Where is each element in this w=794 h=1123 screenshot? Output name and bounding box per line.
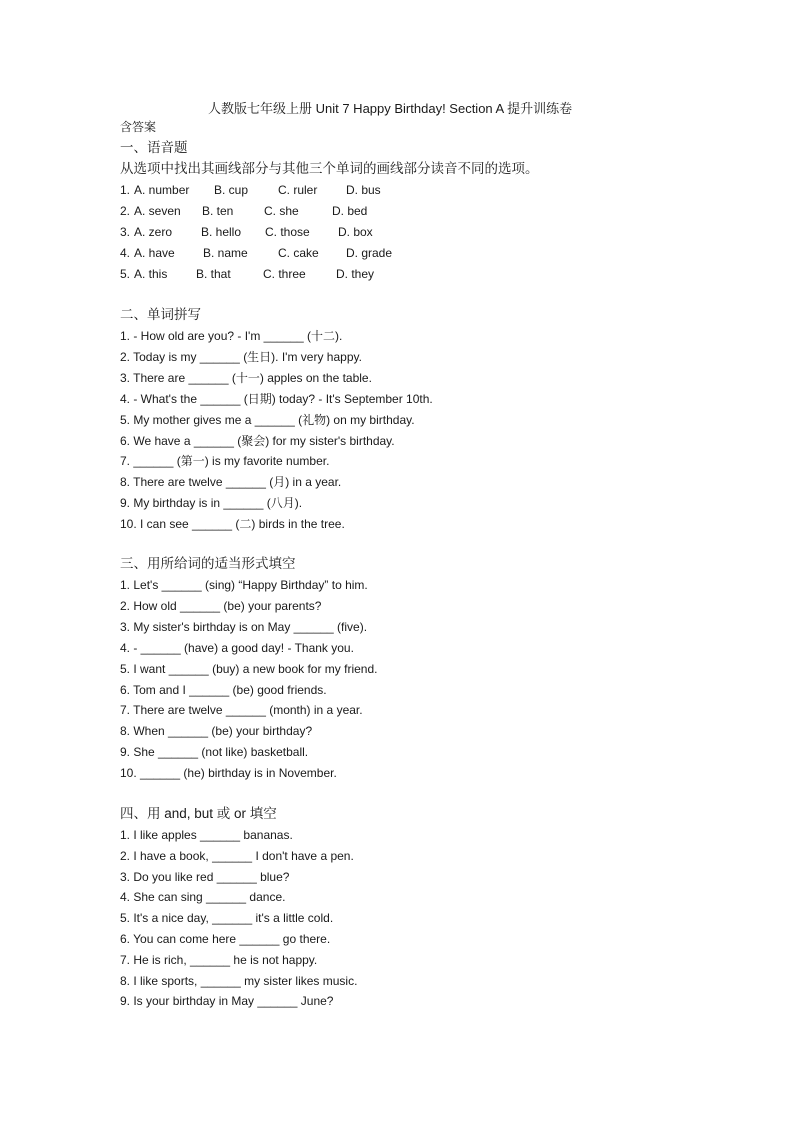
question-item: 2. I have a book, ______ I don't have a pen.	[120, 848, 354, 863]
question-item: 1. Let's ______ (sing) “Happy Birthday” to him.	[120, 578, 368, 592]
answer-note: 含答案	[120, 120, 157, 134]
question-item: 1. - How old are you? - I'm ______ (十二).	[120, 329, 343, 343]
question-item: 3. My sister's birthday is on May ______ (five).	[120, 619, 368, 634]
question-number: 5.	[120, 267, 131, 281]
answer-option: C. ruler	[278, 183, 318, 197]
question-item: 9. She ______ (not like) basketball.	[120, 745, 309, 760]
answer-option: A. seven	[134, 204, 181, 218]
question-item: 3. There are ______ (十一) apples on the table.	[120, 370, 372, 385]
answer-option: D. they	[336, 267, 375, 281]
question-item: 4. - What's the ______ (日期) today? - It's September 10th.	[120, 391, 433, 406]
question-item: 3. Do you like red ______ blue?	[120, 869, 290, 884]
question-number: 2.	[120, 204, 131, 218]
section-3-heading: 三、用所给词的适当形式填空	[120, 556, 296, 571]
answer-option: B. hello	[201, 225, 242, 239]
question-item: 9. My birthday is in ______ (八月).	[120, 496, 303, 511]
answer-option: D. grade	[346, 246, 393, 260]
question-item: 2. How old ______ (be) your parents?	[120, 598, 322, 613]
question-item: 4. She can sing ______ dance.	[120, 890, 286, 905]
question-item: 5. I want ______ (buy) a new book for my friend.	[120, 661, 378, 676]
question-item: 1. I like apples ______ bananas.	[120, 828, 293, 842]
question-item: 9. Is your birthday in May ______ June?	[120, 994, 334, 1009]
answer-option: D. bus	[346, 183, 381, 197]
question-item: 8. I like sports, ______ my sister likes music.	[120, 973, 358, 988]
question-number: 1.	[120, 183, 131, 197]
question-number: 3.	[120, 225, 131, 239]
question-item: 10. I can see ______ (二) birds in the tree.	[120, 517, 345, 532]
question-item: 10. ______ (he) birthday is in November.	[120, 766, 337, 781]
answer-option: D. bed	[332, 204, 368, 218]
answer-option: C. three	[263, 267, 306, 281]
answer-option: A. this	[134, 267, 168, 281]
answer-option: B. name	[203, 246, 248, 260]
answer-option: A. have	[134, 246, 175, 260]
answer-option: C. those	[265, 225, 310, 239]
question-item: 5. My mother gives me a ______ (礼物) on my birthday.	[120, 412, 415, 427]
document-title: 人教版七年级上册 Unit 7 Happy Birthday! Section A 提升训练卷	[208, 101, 573, 116]
section-1-heading: 一、语音题	[120, 140, 188, 155]
question-item: 7. He is rich, ______ he is not happy.	[120, 952, 318, 967]
answer-option: D. box	[338, 225, 373, 239]
question-item: 6. You can come here ______ go there.	[120, 932, 331, 946]
question-item: 6. Tom and I ______ (be) good friends.	[120, 682, 327, 697]
question-item: 8. There are twelve ______ (月) in a year.	[120, 475, 342, 490]
answer-option: C. she	[264, 204, 299, 218]
section-4-heading: 四、用 and, but 或 or 填空	[120, 806, 277, 821]
question-item: 4. - ______ (have) a good day! - Thank you.	[120, 640, 354, 655]
answer-option: B. cup	[214, 183, 249, 197]
question-item: 5. It's a nice day, ______ it's a little cold.	[120, 911, 334, 926]
question-item: 7. There are twelve ______ (month) in a year.	[120, 703, 363, 718]
question-item: 7. ______ (第一) is my favorite number.	[120, 454, 330, 469]
question-item: 2. Today is my ______ (生日). I'm very happy.	[120, 349, 362, 364]
answer-option: C. cake	[278, 246, 319, 260]
section-1-instruction: 从选项中找出其画线部分与其他三个单词的画线部分读音不同的选项。	[120, 161, 539, 176]
answer-option: B. that	[196, 267, 231, 281]
question-number: 4.	[120, 246, 131, 260]
answer-option: A. zero	[134, 225, 173, 239]
question-item: 6. We have a ______ (聚会) for my sister's birthday.	[120, 433, 395, 448]
answer-option: B. ten	[202, 204, 234, 218]
question-item: 8. When ______ (be) your birthday?	[120, 724, 313, 739]
answer-option: A. number	[134, 183, 190, 197]
section-2-heading: 二、单词拼写	[120, 307, 201, 322]
